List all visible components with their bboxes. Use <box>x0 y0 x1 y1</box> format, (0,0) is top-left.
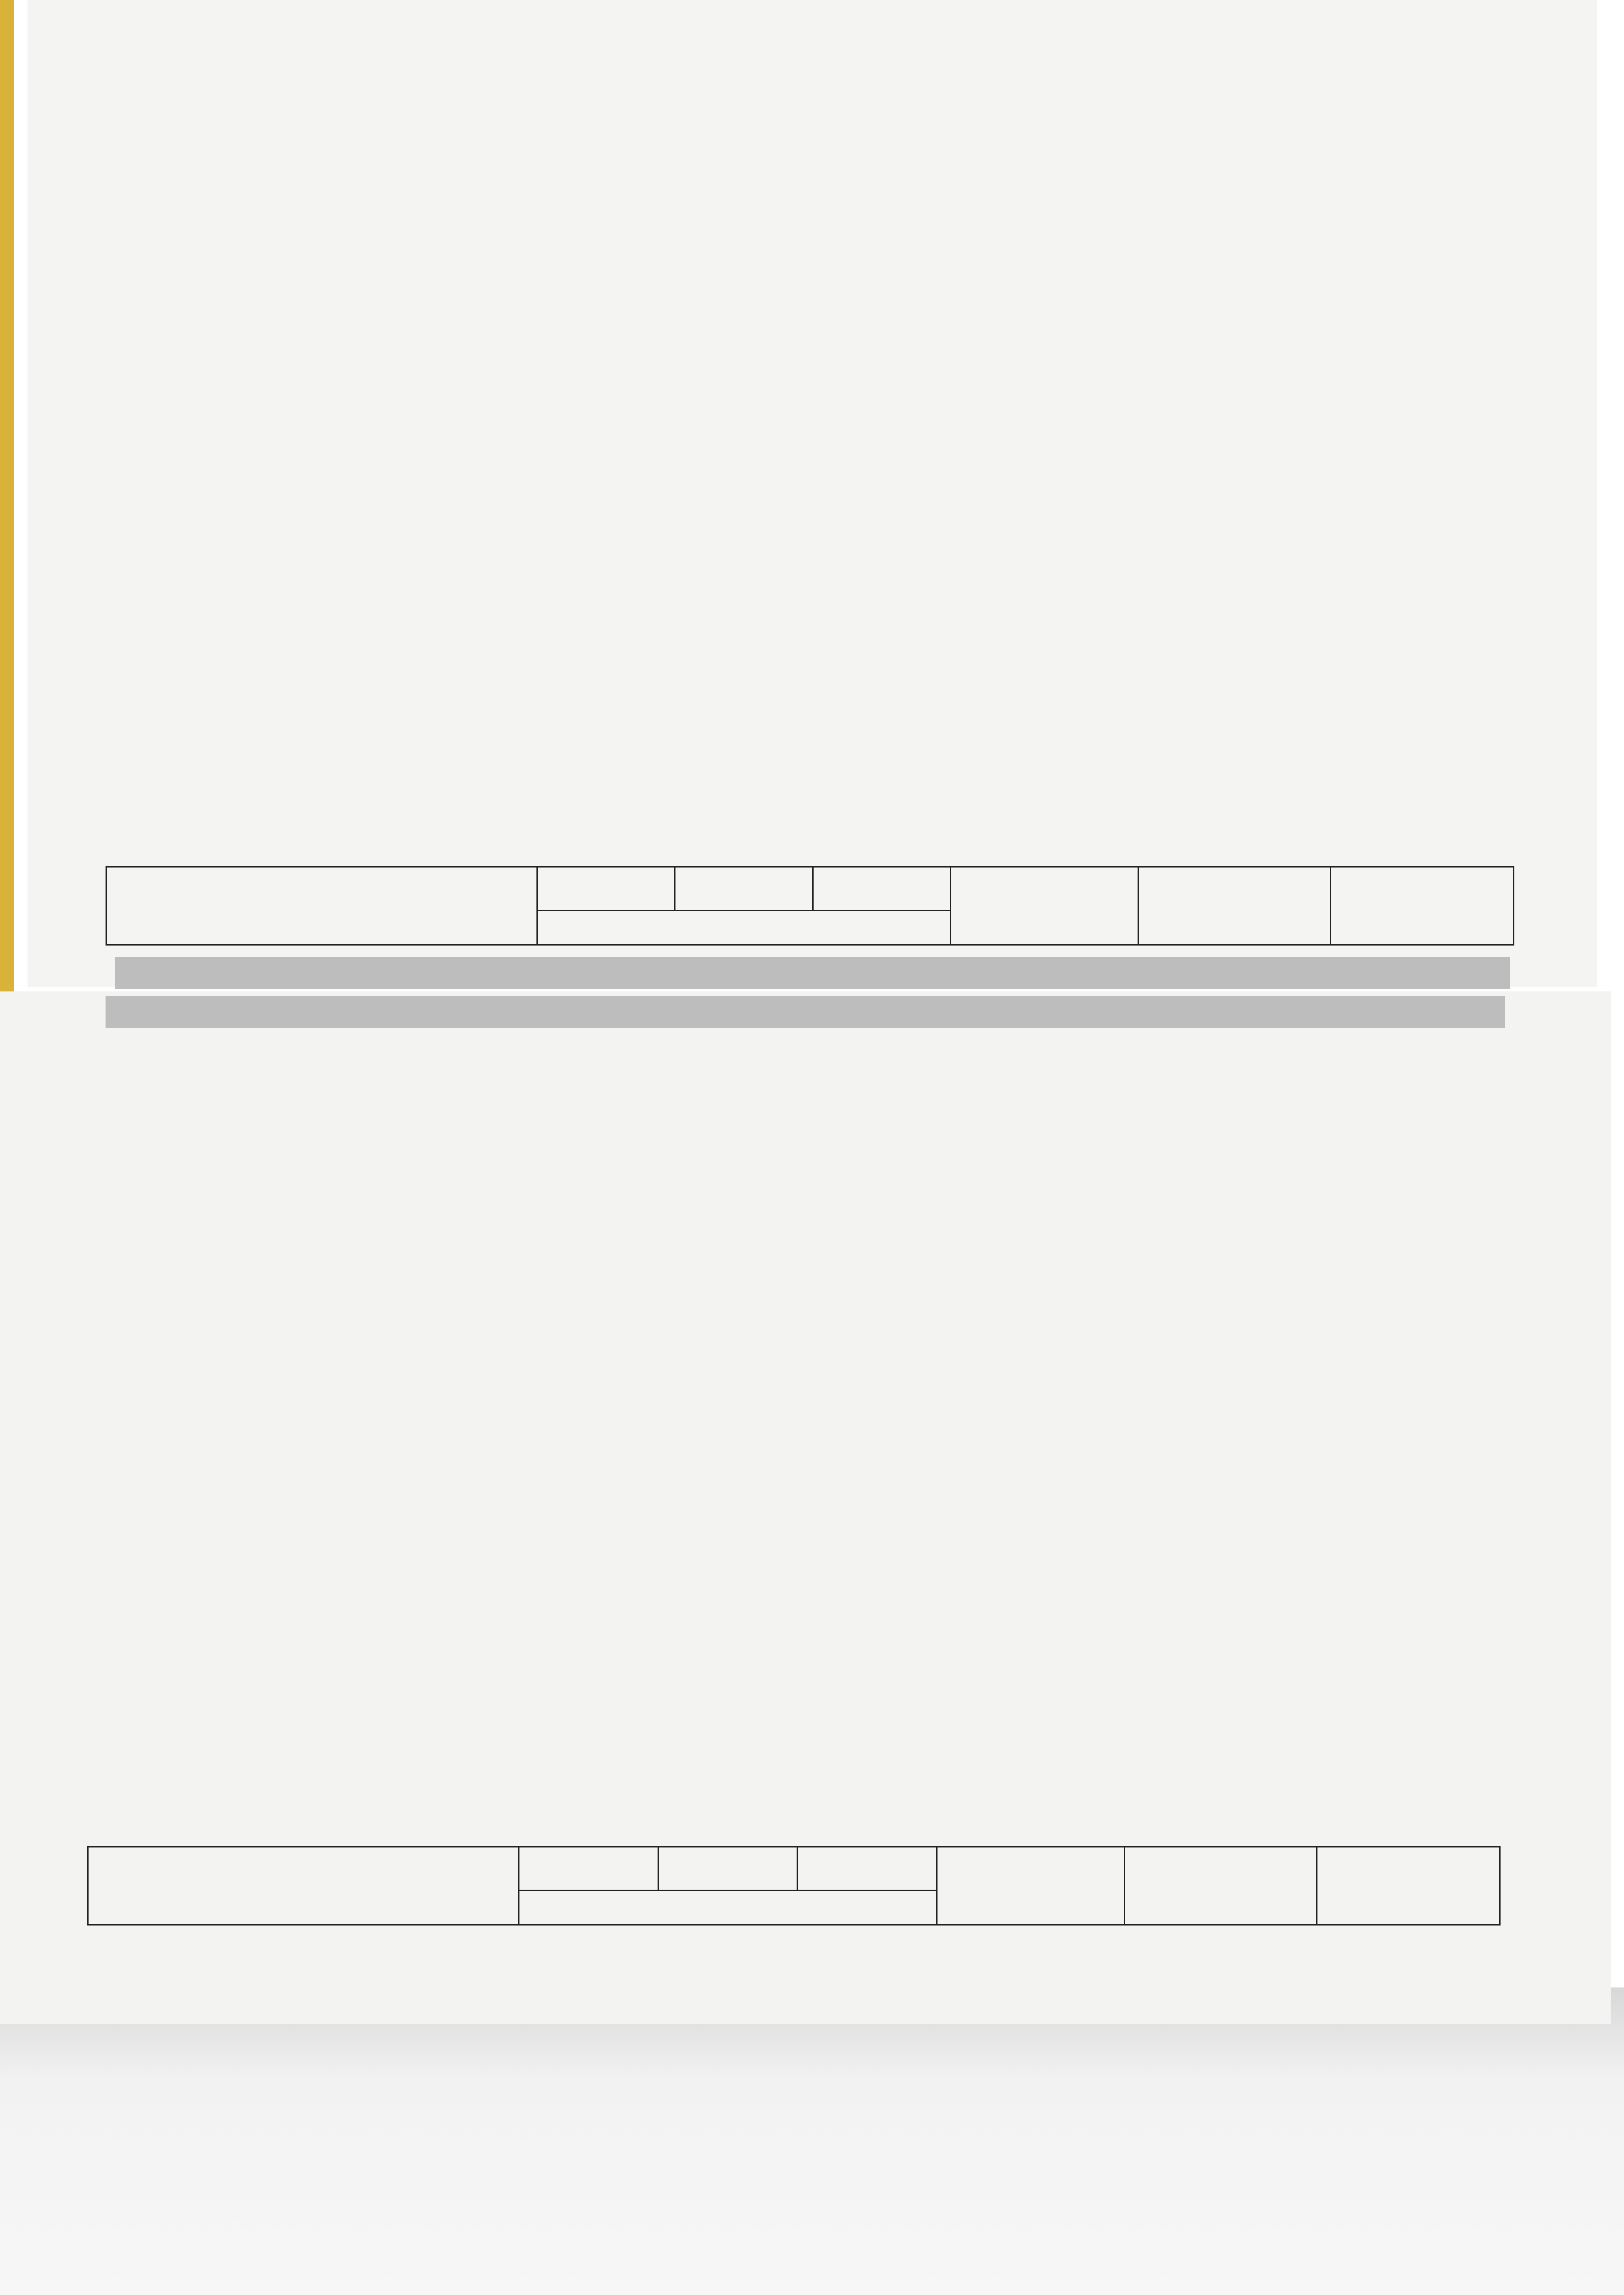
header-diseases <box>519 1847 659 1891</box>
header-batch <box>658 1847 798 1891</box>
header-country <box>937 1847 1125 1925</box>
header-stamp <box>88 1847 519 1925</box>
header-place <box>1138 867 1331 945</box>
upper-page <box>28 0 1597 987</box>
lower-vaccination-table <box>87 1846 1501 1926</box>
header-vaccine-name <box>798 1847 937 1891</box>
header-vaccine <box>537 911 951 945</box>
header-country <box>951 867 1138 945</box>
upper-table-header <box>106 867 1514 945</box>
header-batch <box>675 867 813 911</box>
header-vaccine-name <box>813 867 950 911</box>
header-vaccine <box>519 1891 937 1925</box>
lower-page <box>0 991 1611 2024</box>
header-date <box>1331 867 1514 945</box>
upper-vaccination-table <box>106 866 1514 946</box>
lower-section-banner <box>106 996 1505 1028</box>
upper-section-banner <box>115 957 1510 989</box>
header-diseases <box>537 867 675 911</box>
header-place <box>1125 1847 1317 1925</box>
header-date <box>1317 1847 1500 1925</box>
header-stamp <box>106 867 537 945</box>
scanner-shadow <box>0 1987 1624 2295</box>
binder-edge <box>0 0 14 1010</box>
lower-table-header <box>88 1847 1500 1925</box>
